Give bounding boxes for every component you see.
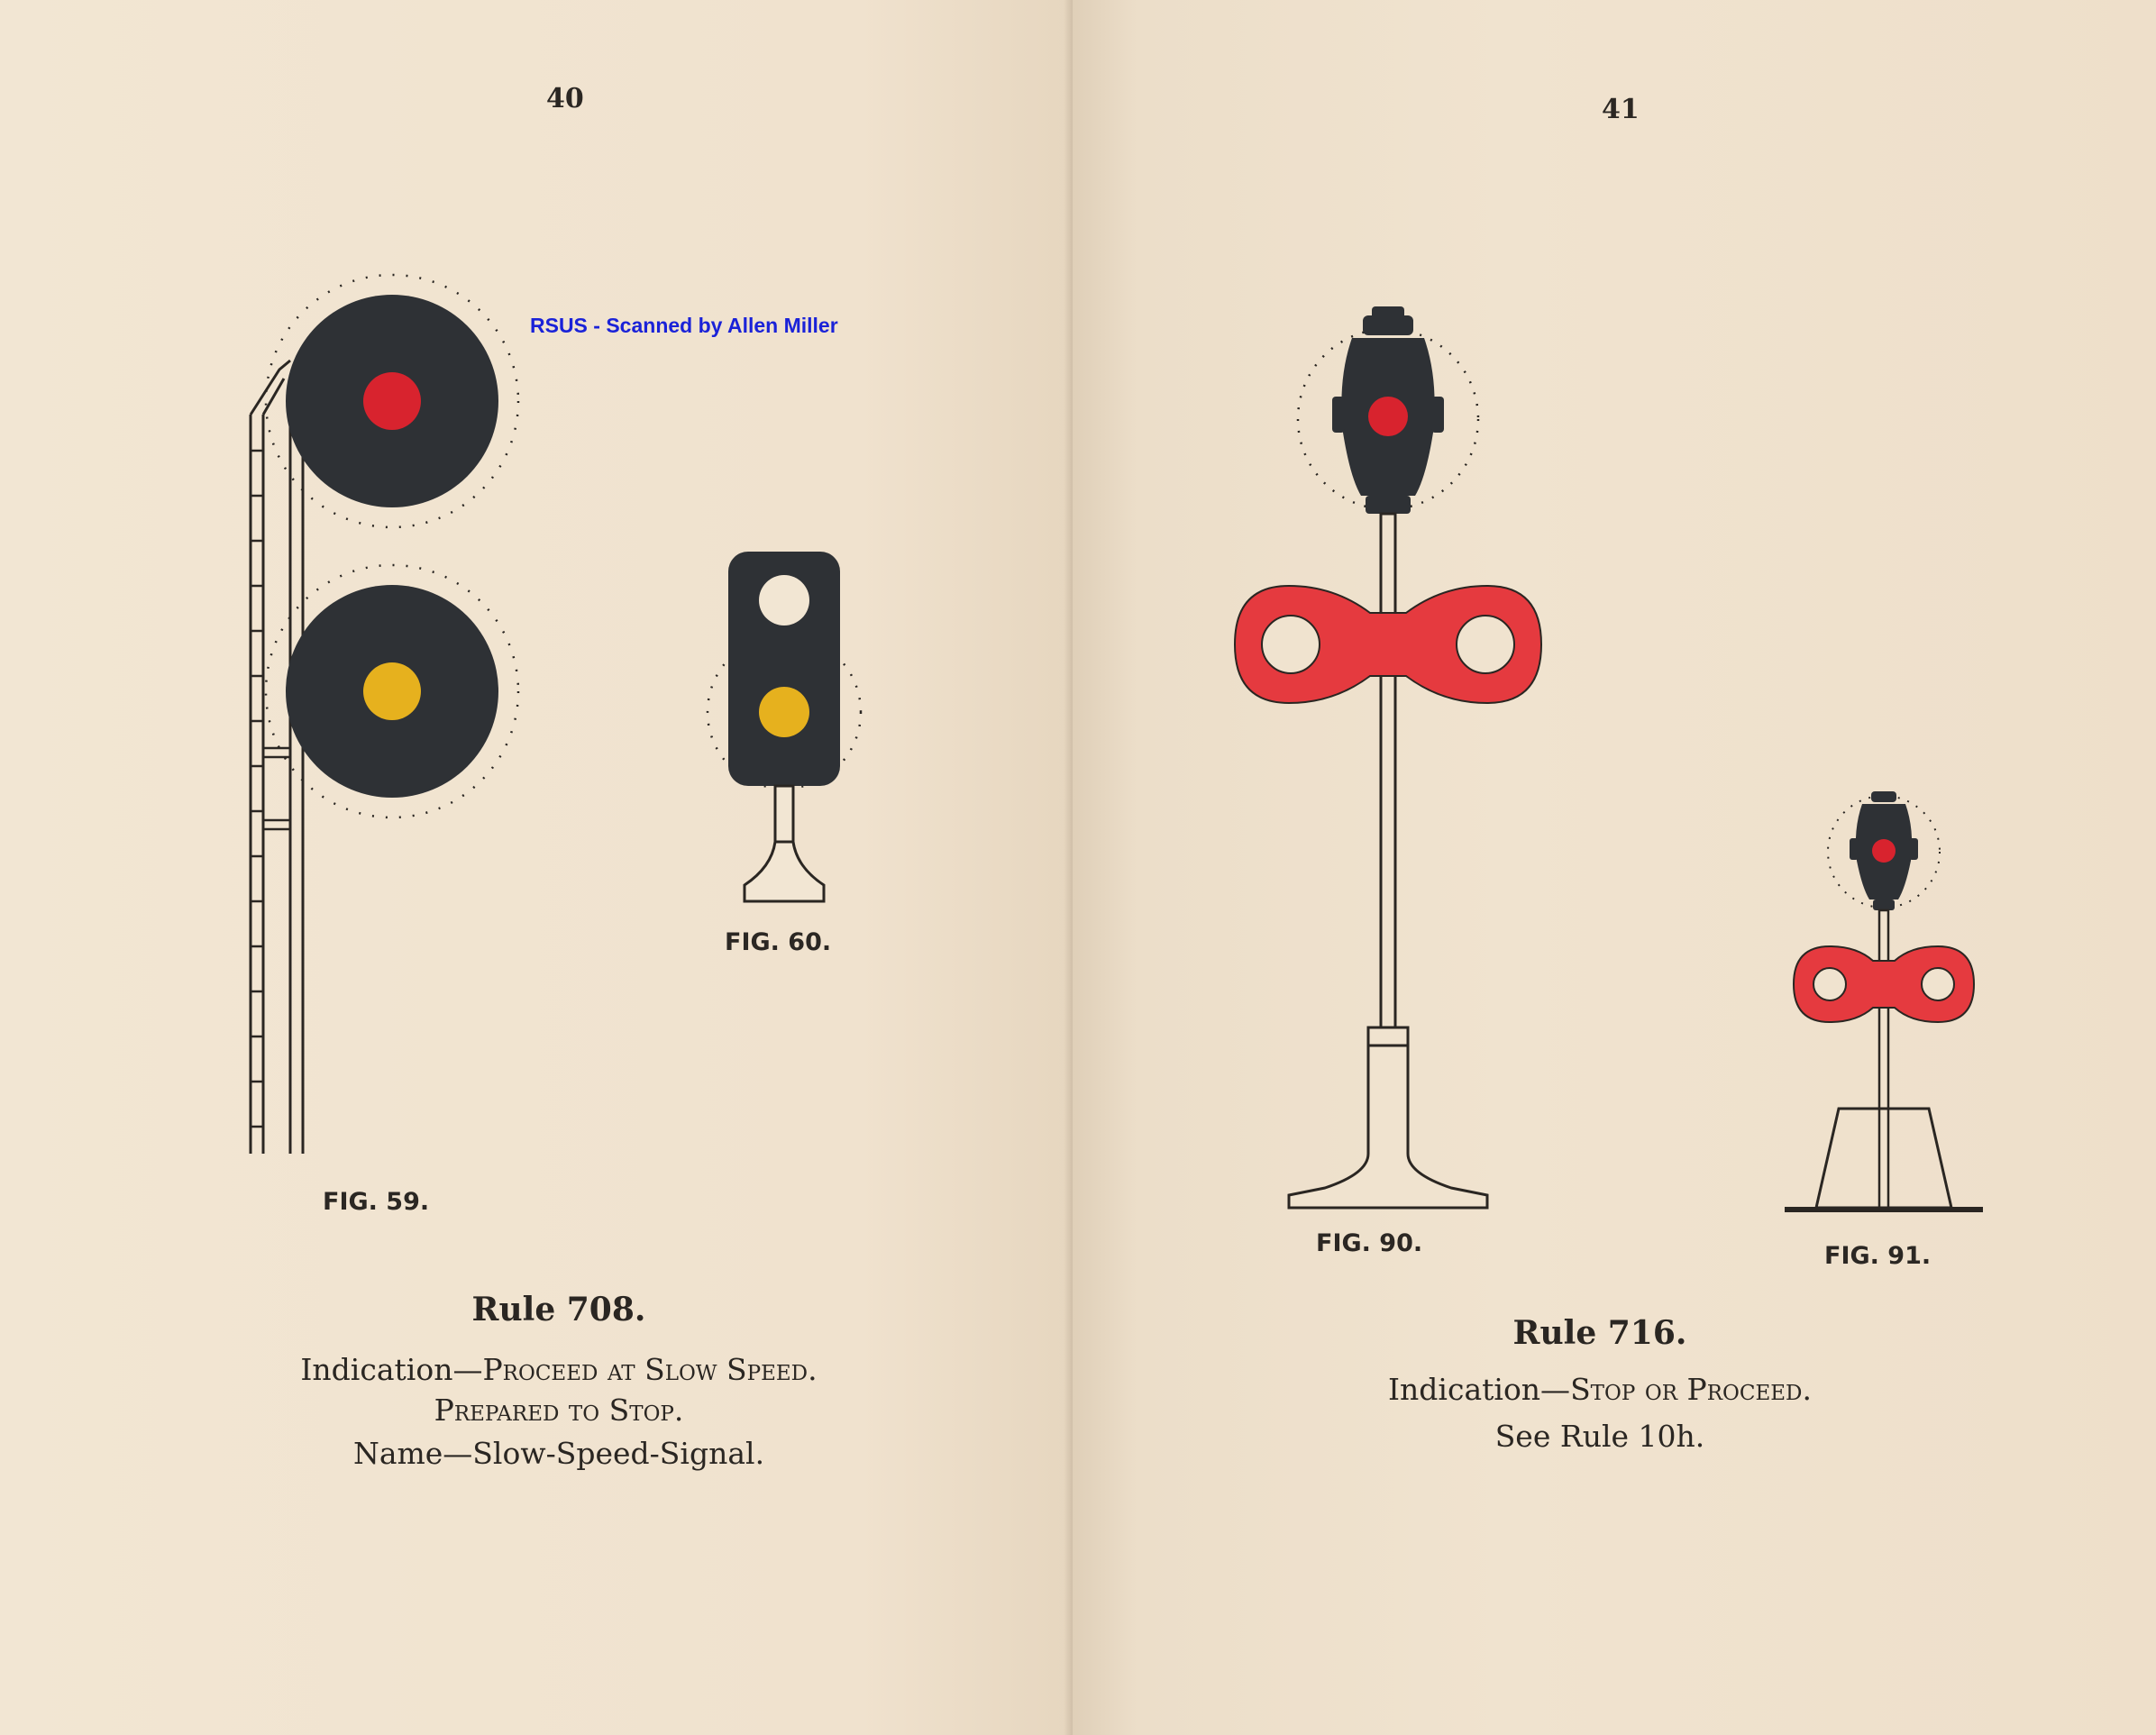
fig-60-label: FIG. 60. [725,928,832,956]
scanner-watermark: RSUS - Scanned by Allen Miller [530,314,838,337]
red-lamp-light [1368,397,1408,436]
rule-708-indication [198,1352,919,1387]
indication-prefix-716: Indication— [1388,1372,1571,1407]
rule-708-name: Name—Slow-Speed-Signal. [352,1436,765,1471]
indication-text-716: Stop or Proceed. [1570,1372,1812,1407]
fig-59-lights [270,261,559,838]
yellow-light-dwarf [759,687,809,737]
red-lamp-light-small [1872,839,1896,863]
rule-716-indication [1239,1372,1960,1407]
right-page [1073,0,2156,1735]
red-light [363,372,421,430]
fig-59-label: FIG. 59. [323,1188,430,1216]
fig-91-signal [1785,784,1983,1226]
fig-60-signal [685,541,883,919]
fig-91-label: FIG. 91. [1824,1242,1932,1270]
fig-90-label: FIG. 90. [1316,1229,1423,1257]
page-number-right: 41 [1602,94,1640,125]
page-number-left: 40 [546,83,584,114]
indication-prefix: Indication— [300,1352,483,1387]
yellow-light [363,662,421,720]
left-page [0,0,1073,1735]
indication-text: Proceed at Slow Speed. [482,1352,818,1387]
rule-708-indication-cont: Prepared to Stop. [434,1393,684,1428]
dark-light [759,575,809,626]
rule-708-title: Rule 708. [471,1291,646,1329]
fig-90-signal [1217,306,1559,1226]
rule-716-see: See Rule 10h. [1494,1419,1705,1454]
rule-716-title: Rule 716. [1512,1314,1687,1352]
